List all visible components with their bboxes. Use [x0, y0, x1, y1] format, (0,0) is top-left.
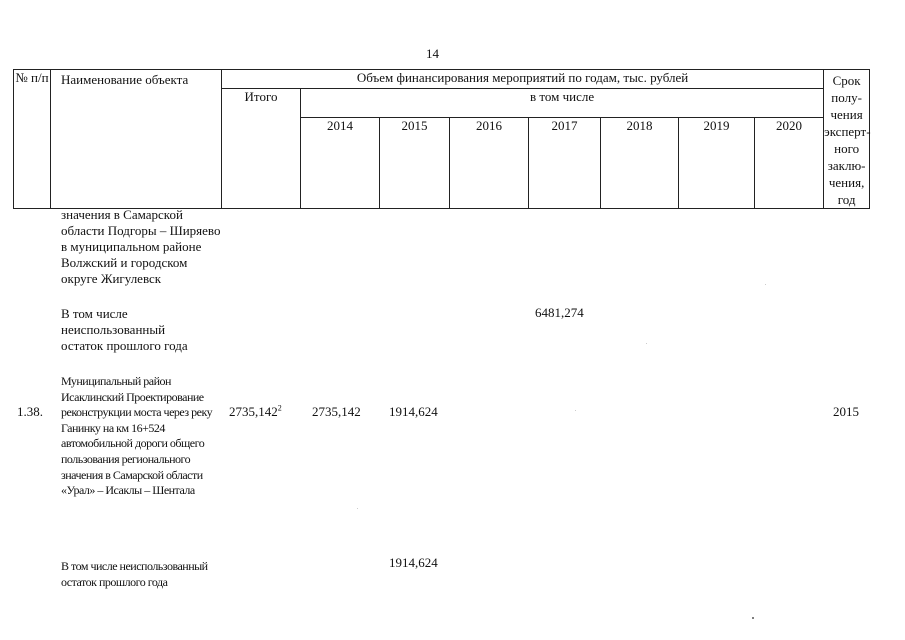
- header-deadline: Срок полу-чения эксперт-ного заклю-чения, год: [824, 70, 870, 209]
- header-total: Итого: [222, 89, 301, 209]
- row-1-38-total: 2735,142$^2$: [229, 403, 282, 419]
- row-1-38-2014: 2735,142: [312, 404, 361, 419]
- header-year-2016: 2016: [450, 118, 529, 209]
- scan-speck: [575, 410, 576, 411]
- scan-speck: [357, 508, 358, 509]
- row-1-38-unused-balance-label: В том числе неиспользованный остаток прошлого года: [61, 559, 208, 589]
- row-1-38-deadline: 2015: [833, 404, 859, 419]
- header-year-2018: 2018: [601, 118, 679, 209]
- row-1-38-name: Муниципальный район Исаклинский Проектирование реконструкции моста через реку Ганинку на км 16+524 автомобильной дороги общего пользования регионального значения в Самарской области «Урал» – Исаклы – Шентала: [61, 374, 213, 498]
- scan-speck: [765, 284, 766, 285]
- row-unused-balance-label: В том числе неиспользованный остаток прошлого года: [61, 306, 188, 353]
- row-continuation-name: значения в Самарской области Подгоры – Ширяево в муниципальном районе Волжский и городском округе Жигулевск: [61, 207, 221, 286]
- header-year-2014: 2014: [301, 118, 380, 209]
- row-1-38-num: 1.38.: [17, 404, 43, 419]
- financing-table-header: [13, 69, 870, 209]
- scan-speck: [752, 617, 754, 619]
- header-including: в том числе: [301, 89, 824, 118]
- header-name: Наименование объекта: [51, 70, 222, 209]
- header-year-2020: 2020: [755, 118, 824, 209]
- row-1-38-unused-balance-2015: 1914,624: [389, 555, 438, 570]
- header-financing: Объем финансирования мероприятий по годам, тыс. рублей: [222, 70, 824, 89]
- footnote-mark: 2: [277, 403, 282, 413]
- header-num: № п/п: [14, 70, 51, 209]
- row-unused-balance-2017: 6481,274: [535, 305, 584, 320]
- header-year-2015: 2015: [380, 118, 450, 209]
- row-1-38-2015: 1914,624: [389, 404, 438, 419]
- header-year-2019: 2019: [679, 118, 755, 209]
- header-year-2017: 2017: [529, 118, 601, 209]
- scan-speck: [646, 343, 647, 344]
- page-number: 14: [426, 46, 439, 61]
